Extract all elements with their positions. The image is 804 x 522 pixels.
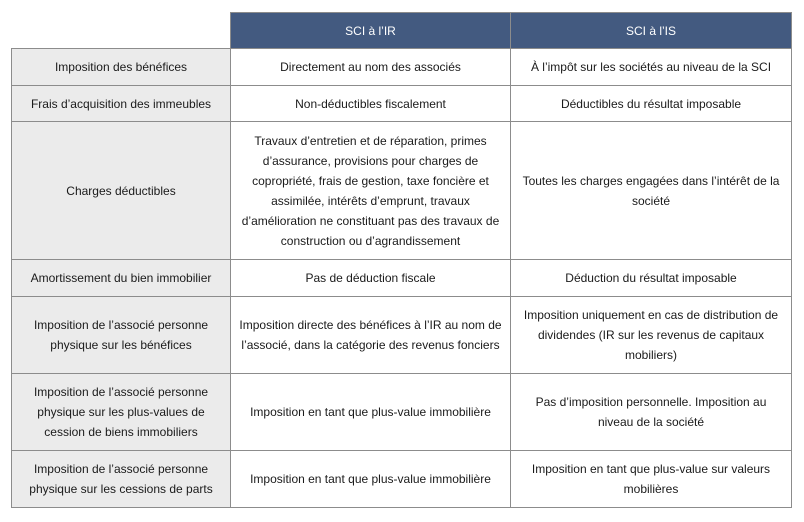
cell-sci-is: Déduction du résultat imposable — [511, 260, 792, 297]
row-label: Charges déductibles — [12, 122, 231, 260]
comparison-table — [11, 12, 792, 508]
cell-sci-ir: Non-déductibles fiscalement — [231, 86, 511, 122]
cell-sci-is: Toutes les charges engagées dans l’intérêt de la société — [511, 122, 792, 260]
table-row — [12, 86, 792, 122]
table-row — [12, 451, 792, 508]
row-label: Imposition de l’associé personne physique sur les cessions de parts — [12, 451, 231, 508]
cell-sci-ir: Imposition directe des bénéfices à l’IR au nom de l’associé, dans la catégorie des revenus fonciers — [231, 297, 511, 374]
cell-sci-is: Pas d’imposition personnelle. Imposition au niveau de la société — [511, 374, 792, 451]
table-row — [12, 297, 792, 374]
cell-sci-ir: Pas de déduction fiscale — [231, 260, 511, 297]
row-label: Imposition de l’associé personne physique sur les plus-values de cession de biens immobiliers — [12, 374, 231, 451]
cell-sci-is: Déductibles du résultat imposable — [511, 86, 792, 122]
table-row — [12, 374, 792, 451]
table-header-row — [12, 13, 792, 49]
cell-sci-ir: Imposition en tant que plus-value immobilière — [231, 451, 511, 508]
row-label: Frais d’acquisition des immeubles — [12, 86, 231, 122]
cell-sci-is: Imposition uniquement en cas de distribution de dividendes (IR sur les revenus de capitaux mobiliers) — [511, 297, 792, 374]
row-label: Imposition de l’associé personne physique sur les bénéfices — [12, 297, 231, 374]
row-label: Amortissement du bien immobilier — [12, 260, 231, 297]
column-header-sci-ir: SCI à l’IR — [231, 13, 511, 49]
table-row — [12, 49, 792, 86]
table-row — [12, 260, 792, 297]
column-header-sci-is: SCI à l’IS — [511, 13, 792, 49]
cell-sci-is: Imposition en tant que plus-value sur valeurs mobilières — [511, 451, 792, 508]
table-row — [12, 122, 792, 260]
cell-sci-is: À l’impôt sur les sociétés au niveau de la SCI — [511, 49, 792, 86]
cell-sci-ir: Imposition en tant que plus-value immobilière — [231, 374, 511, 451]
row-label: Imposition des bénéfices — [12, 49, 231, 86]
empty-corner-cell — [12, 13, 231, 49]
cell-sci-ir: Travaux d’entretien et de réparation, primes d’assurance, provisions pour charges de copropriété, frais de gestion, taxe foncière et assimilée, intérêts d’emprunt, travaux d’amélioration ne constituant pas des travaux de construction ou d’agrandissement — [231, 122, 511, 260]
cell-sci-ir: Directement au nom des associés — [231, 49, 511, 86]
